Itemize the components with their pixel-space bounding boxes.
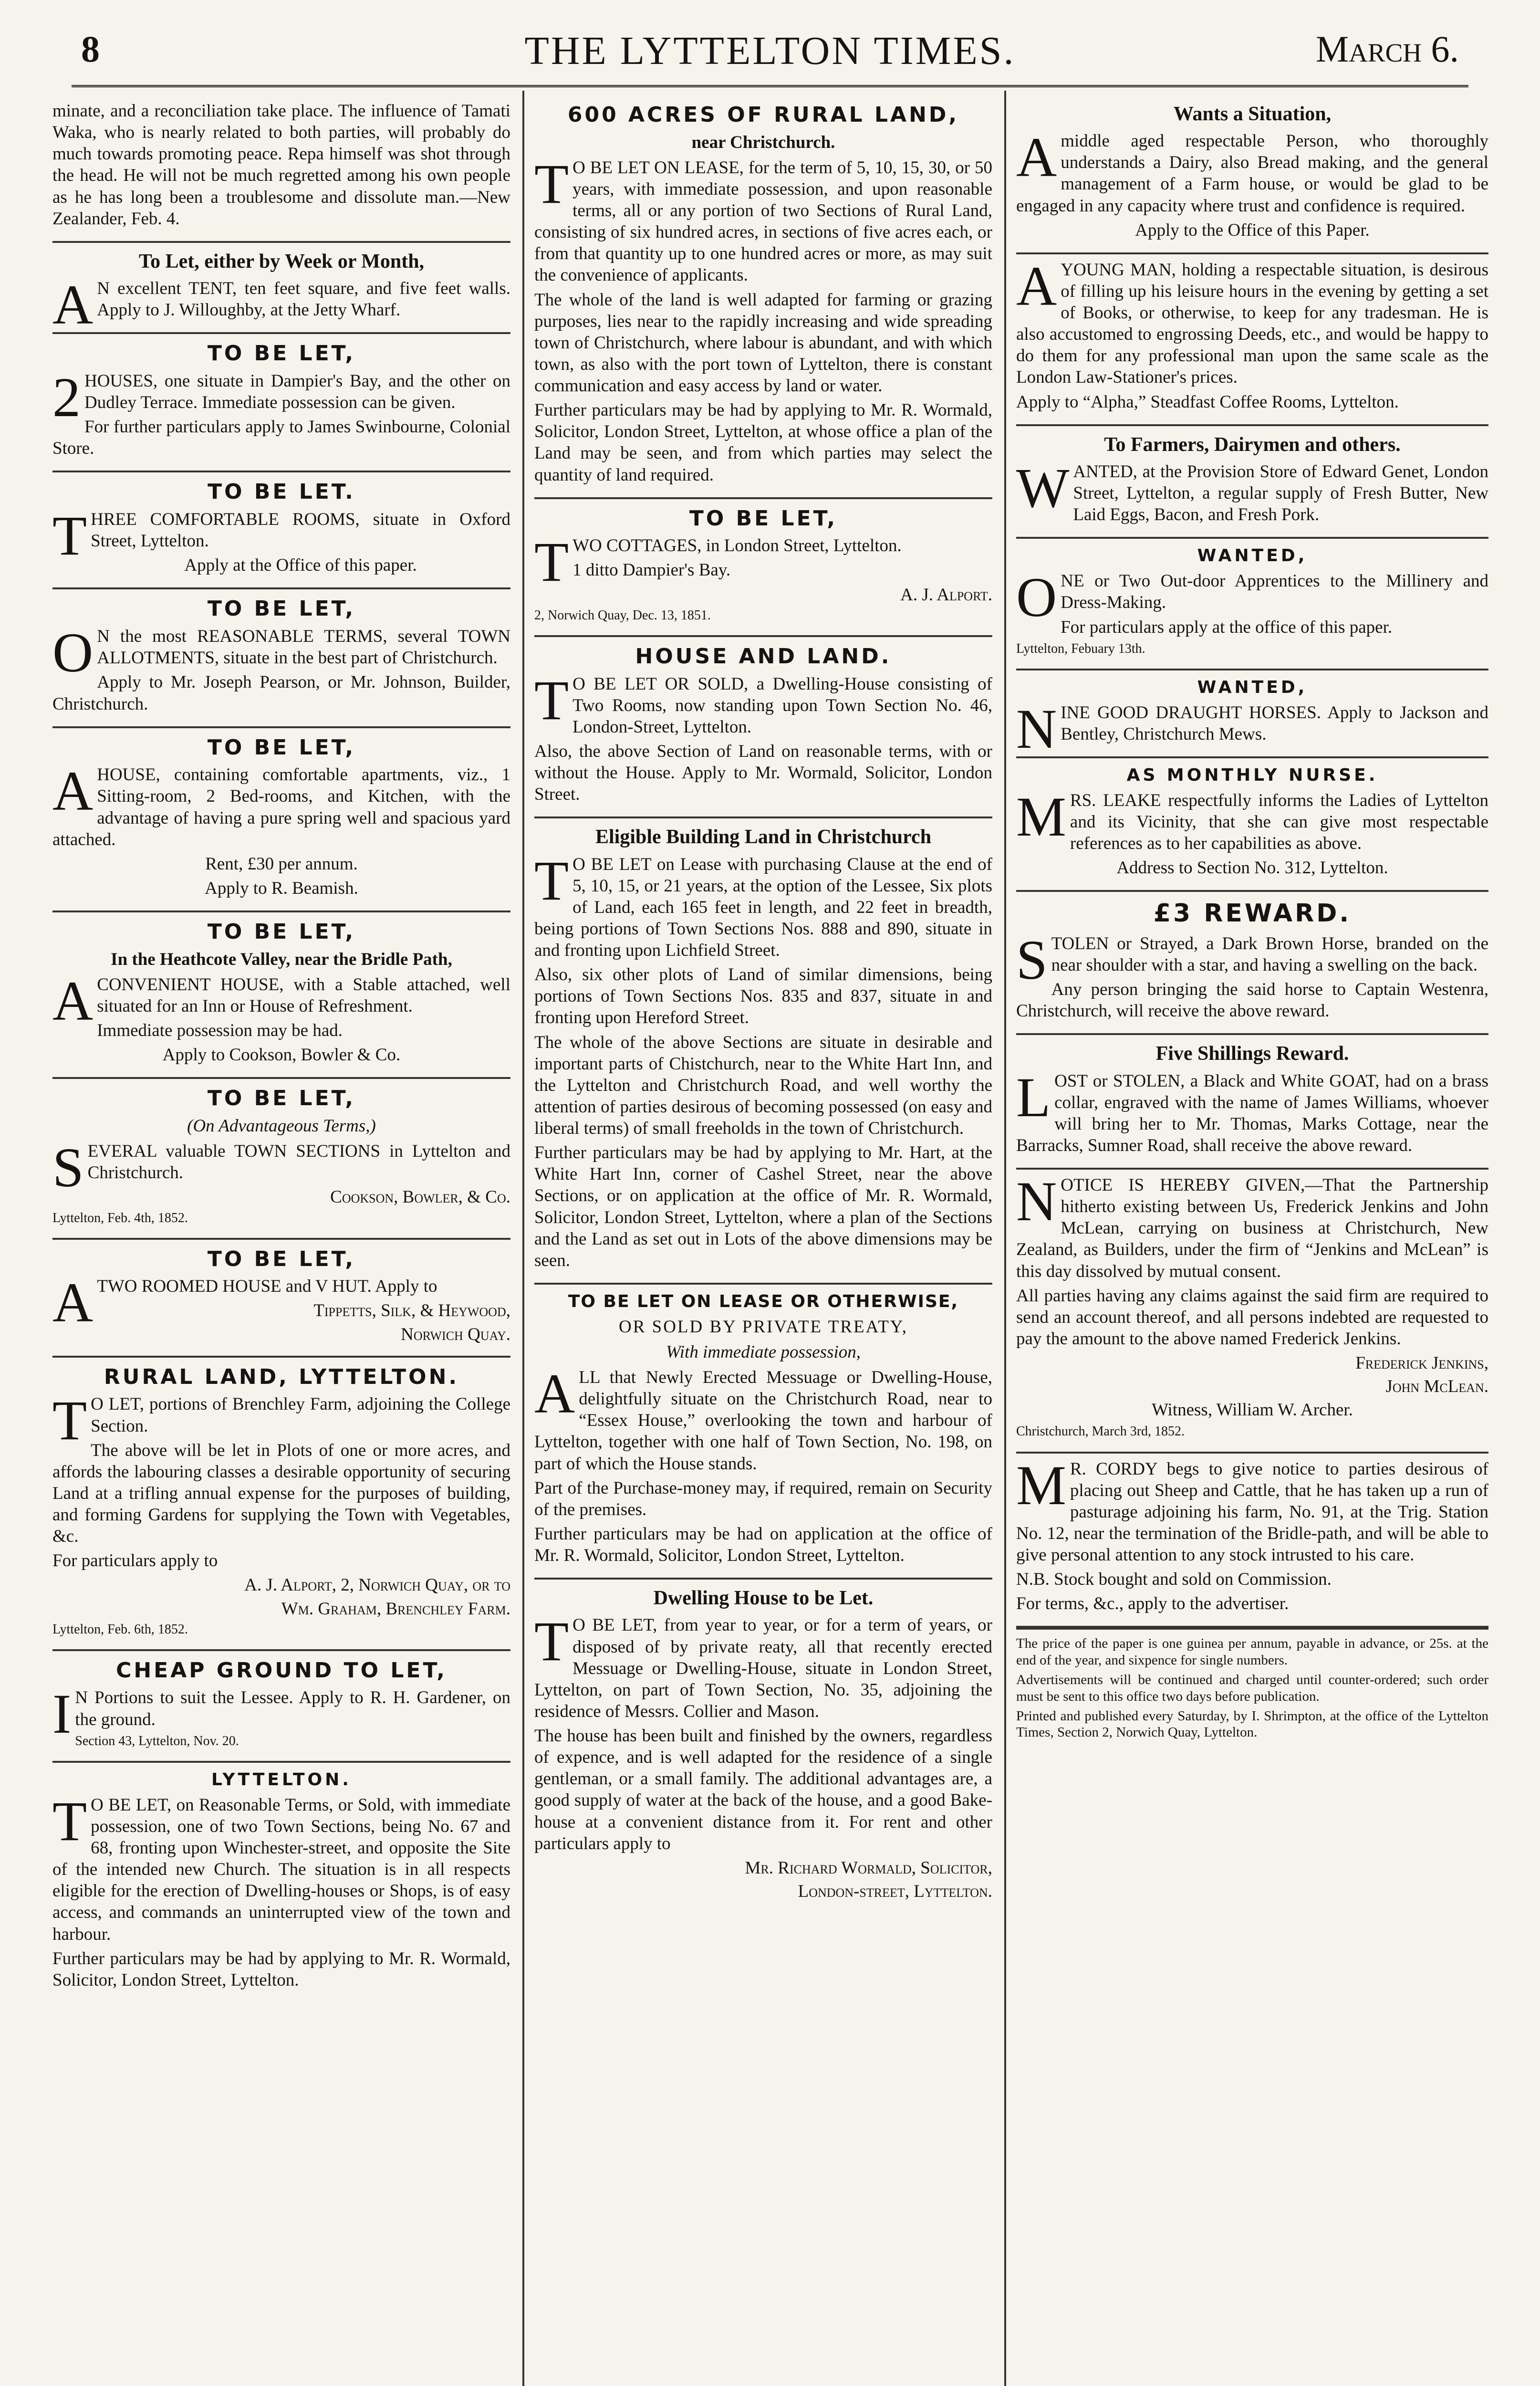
ad-body: Further particulars may be had by applying to Mr. R. Wormald, Solicitor, London Street, Lyttelton, at whose office a plan of the Land may be seen, and from which parties may select the quantity of land required. [534,400,992,485]
ad-dateline: Lyttelton, Feb. 4th, 1852. [52,1210,188,1225]
ad-heading: 600 ACRES OF RURAL LAND, [567,103,959,127]
ad-body: Further particulars may be had by applying to Mr. R. Wormald, Solicitor, London Street, Lyttelton. [52,1948,510,1990]
ad-heading: WANTED, [1197,546,1308,566]
advertisement [52,1079,510,1239]
ad-body: 1 ditto Dampier's Bay. [572,560,731,580]
ad-signature: Norwich Quay. [401,1324,510,1344]
ad-body: TO BE LET, on Reasonable Terms, or Sold, with immediate possession, one of two Town Sections, being No. 67 and 68, fronting upon Winchester-street, and opposite the Site of the intended new Church. The situation is in all respects eligible for the erection of Dwelling-houses or Shops, is of easy access, and commands an uninterrupted view of the town and harbour. [52,1790,510,1944]
ad-body: Amiddle aged respectable Person, who thoroughly understands a Dairy, also Bread making, and the general management of a Farm house, or would be glad to be engaged in any capacity where trust and confidence is required. [1016,126,1488,216]
ad-subheading: In the Heathcote Valley, near the Bridle Path, [111,949,452,969]
ad-heading: To Let, either by Week or Month, [138,250,425,272]
ad-heading: To Farmers, Dairymen and others. [1104,433,1401,456]
column-rule [522,91,524,2386]
ad-body: ACONVENIENT HOUSE, with a Stable attached, well situated for an Inn or House of Refreshment. [52,969,510,1032]
ad-body: MR. CORDY begs to give notice to parties desirous of placing out Sheep and Cattle, that he has taken up a run of pasturage adjoining his farm, No. 91, at the Trig. Station No. 12, near the termination of the Bridle-path, and will be able to give personal attention to any stock intrusted to his care. [1016,1454,1488,1565]
news-text: minate, and a reconciliation take place. The influence of Tamati Waka, who is nearly related to both parties, will probably do much towards promoting peace. Repa himself was shot through the head. He will not be much regretted among his own people as he has long been a troublesome and dissolute man.—New Zealander, Feb. 4. [52,101,510,229]
column-2 [534,95,992,2386]
ad-body: AN excellent TENT, ten feet square, and five feet walls. Apply to J. Willoughby, at the Jetty Wharf. [52,273,510,336]
ad-heading: RURAL LAND, LYTTELTON. [104,1364,459,1389]
masthead-rule [72,85,1468,87]
ad-body: LOST or STOLEN, a Black and White GOAT, had on a brass collar, engraved with the name of James Williams, whoever will bring her to Mr. Thomas, Marks Cottage, near the Barracks, Sumner Road, shall receive the above reward. [1016,1066,1488,1155]
advertisement [1016,1035,1488,1170]
page-number: 8 [81,28,100,70]
footer-advertising: Advertisements will be continued and charged until counter-ordered; such order must be sent to this office two days before publication. [1016,1672,1488,1704]
advertisement [1016,892,1488,1035]
publication-footer [1016,1628,1488,1741]
ad-heading: LYTTELTON. [211,1769,352,1790]
ad-body: TO BE LET ON LEASE, for the term of 5, 10, 15, 30, or 50 years, with immediate possession, and upon reasonable terms, all or any portion of two Sections of Rural Land, consisting of six hundred acres, in sections of five acres each, or from that quantity up to one hundred acres or more, as may suit the convenience of applicants. [534,152,992,285]
ad-body: THREE COMFORTABLE ROOMS, situate in Oxford Street, Lyttelton. [52,504,510,567]
ad-heading: Wants a Situation, [1173,103,1332,125]
ad-heading: TO BE LET, [207,735,356,760]
ad-body: For particulars apply at the office of this paper. [1061,617,1393,637]
ad-heading: TO BE LET ON LEASE OR OTHERWISE, [568,1291,959,1311]
advertisement [1016,426,1488,539]
ad-body: TWO COTTAGES, in London Street, Lyttelton. [534,531,902,594]
advertisement [52,472,510,589]
ad-heading: HOUSE AND LAND. [635,644,892,669]
column-rule [1004,91,1006,2386]
ad-body: Apply to “Alpha,” Steadfast Coffee Rooms, Lyttelton. [1016,392,1399,412]
ad-subheading: With immediate possession, [666,1342,861,1362]
ad-dateline: Christchurch, March 3rd, 1852. [1016,1424,1185,1439]
advertisement [1016,1170,1488,1454]
advertisement [534,1285,992,1580]
advertisement [52,243,510,334]
ad-signature: Wm. Graham, Brenchley Farm. [281,1599,510,1619]
ad-body: 2HOUSES, one situate in Dampier's Bay, and the other on Dudley Terrace. Immediate possession can be given. [52,366,510,429]
footer-price: The price of the paper is one guinea per annum, payable in advance, or 25s. at the end of the year, and sixpence for single numbers. [1016,1636,1488,1668]
ad-body: Address to Section No. 312, Lyttelton. [1116,858,1388,878]
footer-imprint: Printed and published every Saturday, by I. Shrimpton, at the office of the Lyttelton Times, Section 2, Norwich Quay, Lyttelton. [1016,1708,1488,1740]
ad-signature: A. J. Alport, 2, Norwich Quay, or to [244,1575,510,1595]
ad-witness: Witness, William W. Archer. [1152,1400,1353,1420]
ad-body: Apply to Mr. Joseph Pearson, or Mr. Johnson, Builder, Christchurch. [52,672,510,714]
ad-heading: TO BE LET, [207,1246,356,1271]
advertisement [52,589,510,728]
ad-rent: Rent, £30 per annum. [205,854,358,874]
ad-subheading: OR SOLD BY PRIVATE TREATY, [618,1317,908,1337]
ad-body: ON the most REASONABLE TERMS, several TOWN ALLOTMENTS, situate in the best part of Christchurch. [52,621,510,684]
ad-body: All parties having any claims against the said firm are required to send an account thereof, and all persons indebted are requested to pay the amount to the above named Frederick Jenkins. [1016,1286,1488,1349]
ad-signature: Tippetts, Silk, & Heywood, [313,1301,510,1321]
ad-signature: Frederick Jenkins, [1355,1353,1488,1373]
ad-body: Any person bringing the said horse to Captain Westenra, Christchurch, will receive the above reward. [1016,980,1488,1021]
ad-body: Also, six other plots of Land of similar dimensions, being portions of Town Sections Nos. 835 and 837, situate in and fronting upon Hereford Street. [534,965,992,1028]
advertisement [52,728,510,912]
ad-body: IN Portions to suit the Lessee. Apply to R. H. Gardener, on the ground. [52,1683,510,1746]
ad-heading: TO BE LET. [208,480,355,504]
ad-body: MRS. LEAKE respectfully informs the Ladies of Lyttelton and its Vicinity, that she can give most respectable references as to her capabilities as above. [1016,785,1488,854]
ad-heading: WANTED, [1197,677,1308,697]
ad-body: The whole of the land is well adapted for farming or grazing purposes, lies near to the rapidly increasing and wide spreading town of Christchurch, where labour is abundant, and with which town, as also with the port town of Lyttelton, there is constant communication and easy access by land or water. [534,290,992,396]
newspaper-title: THE LYTTELTON TIMES. [524,29,1016,73]
ad-dateline: Section 43, Lyttelton, Nov. 20. [75,1733,239,1748]
ad-subheading: near Christchurch. [691,132,835,152]
ad-dateline: 2, Norwich Quay, Dec. 13, 1851. [534,607,711,623]
ad-body: NOTICE IS HEREBY GIVEN,—That the Partnership hitherto existing between Us, Frederick Jenkins and John McLean, carrying on business at Christchurch, New Zealand, as Builders, under the firm of “Jenkins and McLean” is this day dissolved by mutual consent. [1016,1170,1488,1281]
advertisement [1016,758,1488,892]
issue-date: March 6. [1315,28,1459,70]
ad-body: WANTED, at the Provision Store of Edward Genet, London Street, Lyttelton, a regular supply of Fresh Butter, New Laid Eggs, Bacon, and Fresh Pork. [1016,456,1488,525]
ad-body: TO BE LET on Lease with purchasing Clause at the end of 5, 10, 15, or 21 years, at the option of the Lessee, Six plots of Land, each 165 feet in length, and 22 feet in breadth, being portions of Town Sections Nos. 888 and 890, situate in and fronting upon Lichfield Street. [534,849,992,961]
ad-heading: TO BE LET, [207,920,356,944]
advertisement [52,1651,510,1763]
column-1 [52,95,510,2386]
ad-body: ALL that Newly Erected Messuage or Dwelling-House, delightfully situate on the Christchurch Road, near to “Essex House,” overlooking the town and harbour of Lyttelton, together with one half of Town Section, No. 198, on part of which the House stands. [534,1362,992,1474]
ad-heading: Eligible Building Land in Christchurch [595,826,932,848]
ad-apply: Apply to R. Beamish. [205,878,358,898]
ad-heading: Five Shillings Reward. [1155,1043,1349,1065]
ad-heading: £3 REWARD. [1153,899,1352,928]
ad-body: The house has been built and finished by the owners, regardless of expence, and is well adapted for the residence of a single gentleman, or a small family. The additional advantages are, a good supply of water at the back of the house, and a good Bake-house at a convenient distance from it. For rent and other particulars apply to [534,1726,992,1853]
ad-signature: A. J. Alport. [900,585,992,605]
ad-body: NINE GOOD DRAUGHT HORSES. Apply to Jackson and Bentley, Christchurch Mews. [1016,697,1488,760]
ad-subheading: (On Advantageous Terms,) [187,1116,376,1136]
ad-body: Further particulars may be had by applying to Mr. Hart, at the White Hart Inn, corner of Cashel Street, near the above Sections, or on application at the office of Mr. R. Wormald, Solicitor, London Street, Lyttelton, where a plan of the Sections and the Land as set out in Lots of the above dimensions may be seen. [534,1143,992,1270]
ad-body: The above will be let in Plots of one or more acres, and affords the labouring classes a desirable opportunity of securing Land at a trifling annual expense for the purposes of building, and forming Gardens for supplying the Town with Vegetables, &c. [52,1440,510,1547]
advertisement [52,1358,510,1651]
advertisement [534,637,992,818]
ad-body: Apply at the Office of this paper. [184,555,417,576]
ad-body: Part of the Purchase-money may, if required, remain on Security of the premises. [534,1478,992,1519]
ad-body: STOLEN or Strayed, a Dark Brown Horse, branded on the near shoulder with a star, and having a swelling on the back. [1016,928,1488,991]
ad-dateline: Lyttelton, Feb. 6th, 1852. [52,1622,188,1637]
ad-body: Also, the above Section of Land on reasonable terms, with or without the House. Apply to Mr. Wormald, Solicitor, London Street. [534,741,992,805]
ad-body: ATWO ROOMED HOUSE and V HUT. Apply to [52,1271,437,1334]
ad-signature: Cookson, Bowler, & Co. [330,1187,510,1207]
ad-signature: Mr. Richard Wormald, Solicitor, [745,1858,992,1878]
ad-body: For terms, &c., apply to the advertiser. [1016,1594,1289,1614]
ad-heading: TO BE LET, [207,596,356,621]
ad-heading: CHEAP GROUND TO LET, [116,1658,447,1683]
column-3 [1016,95,1488,2386]
ad-body: Immediate possession may be had. [97,1021,343,1041]
ad-body: Apply to the Office of this Paper. [1135,220,1370,240]
advertisement [1016,670,1488,758]
ad-signature: London-street, Lyttelton. [798,1881,992,1901]
advertisement [52,1763,510,2002]
advertisement [1016,95,1488,254]
ad-body: SEVERAL valuable TOWN SECTIONS in Lyttelton and Christchurch. [52,1136,510,1199]
masthead [72,28,1468,80]
ad-body: The whole of the above Sections are situate in desirable and important parts of Chistchurch, near to the White Hart Inn, and the Lyttelton and Christchurch Road, and well worthy the attention of parties desirous of becoming possessed (on easy and liberal terms) of small freeholds in the town of Christchurch. [534,1032,992,1139]
advertisement [534,499,992,637]
advertisement [1016,1454,1488,1628]
advertisement [1016,254,1488,426]
ad-body: For further particulars apply to James Swinbourne, Colonial Store. [52,417,510,459]
advertisement [1016,539,1488,670]
ad-apply: Apply to Cookson, Bowler & Co. [162,1045,401,1065]
ad-heading: Dwelling House to be Let. [653,1587,874,1610]
ad-body: TO BE LET, from year to year, or for a term of years, or disposed of by private reaty, all that recently erected Messuage or Dwelling-House, situate in London Street, Lyttelton, on part of Town Section, No. 35, adjoining the residence of Messrs. Collier and Mason. [534,1610,992,1721]
ad-signature: John McLean. [1385,1377,1488,1397]
advertisement [52,912,510,1079]
news-item [52,95,510,243]
ad-dateline: Lyttelton, Febuary 13th. [1016,641,1145,656]
advertisement [534,818,992,1285]
advertisement [534,1580,992,1913]
ad-body: TO BE LET OR SOLD, a Dwelling-House consisting of Two Rooms, now standing upon Town Section No. 46, London-Street, Lyttelton. [534,669,992,737]
ad-body: AHOUSE, containing comfortable apartments, viz., 1 Sitting-room, 2 Bed-rooms, and Kitchen, with the advantage of having a pure spring well and spacious yard attached. [52,760,510,849]
ad-heading: TO BE LET, [689,506,838,531]
advertisement [534,95,992,499]
ad-body: ONE or Two Out-door Apprentices to the Millinery and Dress-Making. [1016,566,1488,629]
ad-body: For particulars apply to [52,1551,218,1571]
ad-body: N.B. Stock bought and sold on Commission. [1016,1570,1332,1590]
ad-body: AYOUNG MAN, holding a respectable situation, is desirous of filling up his leisure hours in the evening by getting a set of Books, or otherwise, to keep for any tradesman. He is also accustomed to engrossing Deeds, etc., and would be happy to do them for any professional man upon the same scale as the London Law-Stationer's prices. [1016,254,1488,387]
advertisement [52,334,510,472]
ad-body: Further particulars may be had on application at the office of Mr. R. Wormald, Solicitor, London Street, Lyttelton. [534,1524,992,1566]
ad-heading: TO BE LET, [207,1086,356,1111]
ad-body: TO LET, portions of Brenchley Farm, adjoining the College Section. [52,1389,510,1452]
advertisement [52,1240,510,1358]
ad-heading: AS MONTHLY NURSE. [1126,765,1378,785]
ad-heading: TO BE LET, [207,341,356,366]
